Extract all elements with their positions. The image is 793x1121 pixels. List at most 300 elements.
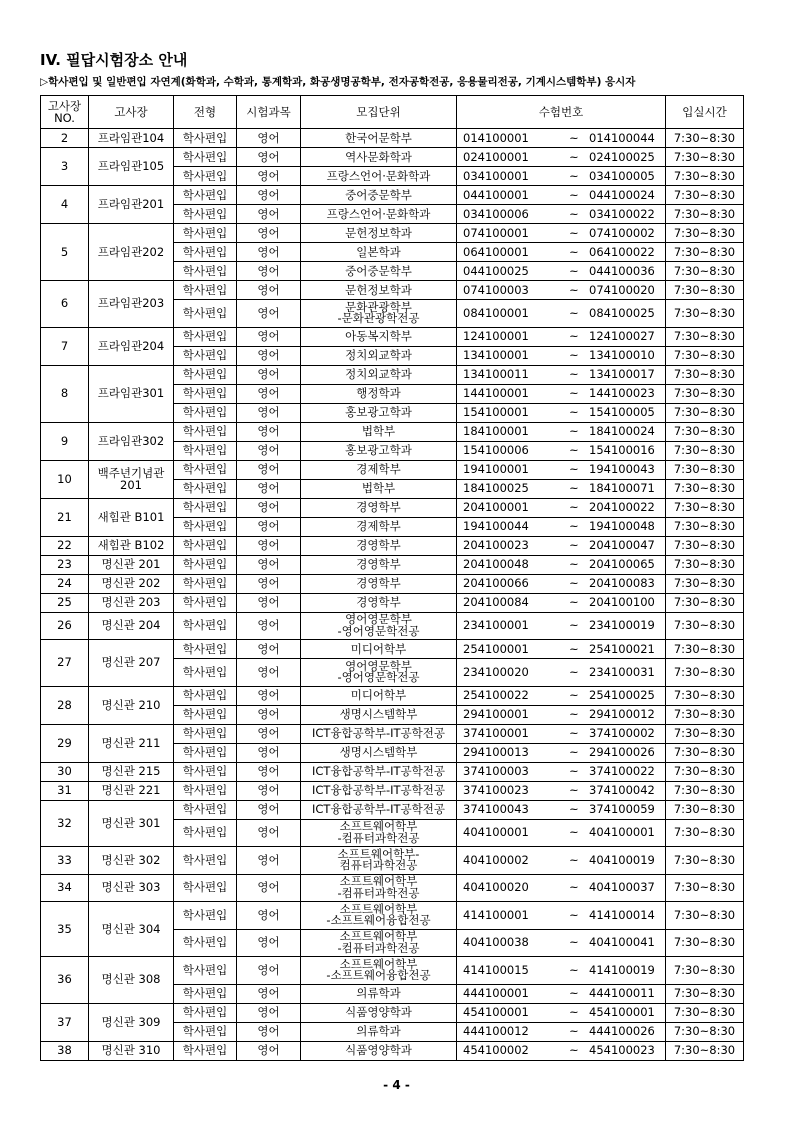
exam-room-no: 6 xyxy=(41,281,89,328)
entry-time: 7:30~8:30 xyxy=(666,167,744,186)
entry-time: 7:30~8:30 xyxy=(666,129,744,148)
exam-room-name: 새힘관 B102 xyxy=(89,536,174,555)
exam-number-range xyxy=(457,705,666,724)
admission-type: 학사편입 xyxy=(174,498,237,517)
exam-room-no: 31 xyxy=(41,781,89,800)
recruitment-unit: 소프트웨어학부 -소프트웨어융합전공 xyxy=(301,902,457,930)
exam-number-to: 134100017 xyxy=(589,367,655,381)
entry-time: 7:30~8:30 xyxy=(666,536,744,555)
exam-number-from: 194100044 xyxy=(463,519,529,533)
exam-number-separator: ~ xyxy=(569,481,579,495)
exam-number-separator: ~ xyxy=(569,935,579,950)
entry-time: 7:30~8:30 xyxy=(666,365,744,384)
exam-number-separator: ~ xyxy=(569,764,579,778)
exam-number-to: 204100065 xyxy=(589,557,655,571)
exam-number-from: 014100001 xyxy=(463,130,529,145)
header-admission-type: 전형 xyxy=(174,96,237,129)
exam-number-range xyxy=(457,781,666,800)
entry-time: 7:30~8:30 xyxy=(666,743,744,762)
exam-room-name: 프라임관301 xyxy=(89,365,174,422)
exam-number-from: 294100013 xyxy=(463,745,529,759)
exam-number-range xyxy=(457,640,666,659)
entry-time: 7:30~8:30 xyxy=(666,1041,744,1060)
exam-room-name: 프라임관202 xyxy=(89,224,174,281)
recruitment-unit: 소프트웨어학부 -컴퓨터과학전공 xyxy=(301,819,457,847)
header-row xyxy=(41,96,744,129)
exam-number-from: 294100001 xyxy=(463,707,529,721)
exam-room-no: 27 xyxy=(41,640,89,687)
exam-room-name: 새힘관 B101 xyxy=(89,498,174,536)
page-number: - 4 - xyxy=(383,1078,410,1092)
admission-type: 학사편입 xyxy=(174,929,237,957)
exam-number-separator: ~ xyxy=(569,206,579,221)
exam-room-no: 4 xyxy=(41,186,89,224)
exam-room-no: 3 xyxy=(41,148,89,186)
recruitment-unit: 식품영양학과 xyxy=(301,1003,457,1022)
exam-number-to: 034100022 xyxy=(589,206,655,221)
exam-number-to: 404100001 xyxy=(589,825,655,840)
entry-time: 7:30~8:30 xyxy=(666,346,744,365)
admission-type: 학사편입 xyxy=(174,874,237,902)
admission-type: 학사편입 xyxy=(174,800,237,819)
recruitment-unit: 홍보광고학과 xyxy=(301,403,457,422)
exam-number-from: 444100012 xyxy=(463,1024,529,1038)
admission-type: 학사편입 xyxy=(174,167,237,186)
exam-number-range xyxy=(457,186,666,205)
exam-location-table xyxy=(40,95,744,1061)
table-row xyxy=(41,686,744,705)
table-row xyxy=(41,800,744,819)
recruitment-unit: 의류학과 xyxy=(301,984,457,1003)
admission-type: 학사편입 xyxy=(174,705,237,724)
admission-type: 학사편입 xyxy=(174,743,237,762)
exam-subject: 영어 xyxy=(237,902,301,930)
exam-number-from: 374100023 xyxy=(463,783,529,797)
header-exam-number: 수험번호 xyxy=(457,96,666,129)
admission-type: 학사편입 xyxy=(174,902,237,930)
exam-room-name: 프라임관204 xyxy=(89,327,174,365)
recruitment-unit: 영어영문학부 -영어영문학전공 xyxy=(301,659,457,687)
exam-subject: 영어 xyxy=(237,762,301,781)
exam-number-range xyxy=(457,403,666,422)
exam-number-separator: ~ xyxy=(569,282,579,297)
entry-time: 7:30~8:30 xyxy=(666,281,744,300)
exam-room-name: 명신관 302 xyxy=(89,847,174,875)
exam-number-separator: ~ xyxy=(569,443,579,457)
exam-subject: 영어 xyxy=(237,300,301,328)
admission-type: 학사편입 xyxy=(174,593,237,612)
exam-number-separator: ~ xyxy=(569,783,579,797)
exam-number-from: 074100001 xyxy=(463,225,529,240)
recruitment-unit: 소프트웨어학부 -소프트웨어융합전공 xyxy=(301,957,457,985)
exam-number-separator: ~ xyxy=(569,1024,579,1038)
exam-subject: 영어 xyxy=(237,819,301,847)
exam-subject: 영어 xyxy=(237,327,301,346)
exam-number-separator: ~ xyxy=(569,405,579,419)
admission-type: 학사편입 xyxy=(174,300,237,328)
exam-number-separator: ~ xyxy=(569,500,579,514)
exam-number-separator: ~ xyxy=(569,348,579,362)
exam-subject: 영어 xyxy=(237,384,301,403)
exam-number-to: 154100005 xyxy=(589,405,655,419)
exam-number-range xyxy=(457,300,666,328)
exam-number-separator: ~ xyxy=(569,462,579,476)
exam-number-range xyxy=(457,148,666,167)
exam-number-to: 414100019 xyxy=(589,962,655,977)
exam-number-range xyxy=(457,262,666,281)
table-row xyxy=(41,460,744,479)
entry-time: 7:30~8:30 xyxy=(666,847,744,875)
exam-number-range xyxy=(457,224,666,243)
exam-subject: 영어 xyxy=(237,281,301,300)
entry-time: 7:30~8:30 xyxy=(666,957,744,985)
exam-number-separator: ~ xyxy=(569,880,579,895)
exam-number-separator: ~ xyxy=(569,130,579,145)
entry-time: 7:30~8:30 xyxy=(666,593,744,612)
admission-type: 학사편입 xyxy=(174,957,237,985)
header-recruitment-unit: 모집단위 xyxy=(301,96,457,129)
exam-number-range xyxy=(457,441,666,460)
recruitment-unit: 식품영양학과 xyxy=(301,1041,457,1060)
exam-number-range xyxy=(457,819,666,847)
exam-number-to: 234100019 xyxy=(589,618,655,633)
table-row xyxy=(41,129,744,148)
exam-number-range xyxy=(457,659,666,687)
header-entry-time: 입실시간 xyxy=(666,96,744,129)
recruitment-unit: ICT융합공학부-IT공학전공 xyxy=(301,800,457,819)
section-title: IV. 필답시험장소 안내 xyxy=(40,51,188,69)
table-row xyxy=(41,224,744,243)
exam-number-separator: ~ xyxy=(569,168,579,183)
table-row xyxy=(41,536,744,555)
exam-number-from: 254100001 xyxy=(463,641,529,656)
exam-number-from: 134100011 xyxy=(463,367,529,381)
exam-room-no: 30 xyxy=(41,762,89,781)
exam-subject: 영어 xyxy=(237,659,301,687)
exam-number-from: 204100001 xyxy=(463,500,529,514)
exam-number-to: 404100041 xyxy=(589,935,655,950)
exam-subject: 영어 xyxy=(237,205,301,224)
exam-room-no: 34 xyxy=(41,874,89,902)
exam-room-no: 5 xyxy=(41,224,89,281)
exam-subject: 영어 xyxy=(237,403,301,422)
exam-number-separator: ~ xyxy=(569,618,579,633)
exam-room-name: 명신관 207 xyxy=(89,640,174,687)
exam-room-no: 22 xyxy=(41,536,89,555)
exam-subject: 영어 xyxy=(237,1041,301,1060)
entry-time: 7:30~8:30 xyxy=(666,705,744,724)
exam-number-separator: ~ xyxy=(569,1005,579,1019)
exam-room-name: 명신관 301 xyxy=(89,800,174,847)
table-row xyxy=(41,847,744,875)
exam-number-to: 134100010 xyxy=(589,348,655,362)
exam-number-to: 044100036 xyxy=(589,263,655,278)
admission-type: 학사편입 xyxy=(174,819,237,847)
admission-type: 학사편입 xyxy=(174,762,237,781)
exam-number-range xyxy=(457,281,666,300)
exam-room-no: 9 xyxy=(41,422,89,460)
exam-number-from: 404100020 xyxy=(463,880,529,895)
recruitment-unit: 프랑스언어·문화학과 xyxy=(301,205,457,224)
admission-type: 학사편입 xyxy=(174,686,237,705)
exam-room-no: 7 xyxy=(41,327,89,365)
exam-subject: 영어 xyxy=(237,781,301,800)
exam-room-name: 프라임관104 xyxy=(89,129,174,148)
exam-number-separator: ~ xyxy=(569,688,579,702)
exam-room-no: 10 xyxy=(41,460,89,498)
exam-number-range xyxy=(457,724,666,743)
exam-number-from: 454100001 xyxy=(463,1005,529,1019)
exam-number-separator: ~ xyxy=(569,225,579,240)
exam-number-range xyxy=(457,460,666,479)
exam-number-to: 184100024 xyxy=(589,424,655,438)
exam-subject: 영어 xyxy=(237,847,301,875)
entry-time: 7:30~8:30 xyxy=(666,574,744,593)
exam-number-separator: ~ xyxy=(569,576,579,590)
exam-number-range xyxy=(457,555,666,574)
admission-type: 학사편입 xyxy=(174,403,237,422)
table-body xyxy=(41,129,744,1061)
exam-number-separator: ~ xyxy=(569,707,579,721)
admission-type: 학사편입 xyxy=(174,574,237,593)
exam-number-from: 184100001 xyxy=(463,424,529,438)
table-row xyxy=(41,724,744,743)
exam-room-name: 명신관 303 xyxy=(89,874,174,902)
exam-number-range xyxy=(457,1003,666,1022)
exam-number-to: 204100100 xyxy=(589,595,655,609)
exam-number-from: 144100001 xyxy=(463,386,529,400)
table-row xyxy=(41,148,744,167)
exam-number-range xyxy=(457,205,666,224)
exam-number-to: 294100026 xyxy=(589,745,655,759)
entry-time: 7:30~8:30 xyxy=(666,327,744,346)
exam-subject: 영어 xyxy=(237,724,301,743)
exam-number-from: 374100043 xyxy=(463,802,529,816)
admission-type: 학사편입 xyxy=(174,984,237,1003)
exam-subject: 영어 xyxy=(237,686,301,705)
exam-number-to: 194100043 xyxy=(589,462,655,476)
admission-type: 학사편입 xyxy=(174,1022,237,1041)
exam-number-from: 404100038 xyxy=(463,935,529,950)
exam-subject: 영어 xyxy=(237,574,301,593)
table-row xyxy=(41,574,744,593)
entry-time: 7:30~8:30 xyxy=(666,819,744,847)
exam-number-from: 254100022 xyxy=(463,688,529,702)
exam-number-from: 204100048 xyxy=(463,557,529,571)
entry-time: 7:30~8:30 xyxy=(666,517,744,536)
exam-subject: 영어 xyxy=(237,148,301,167)
exam-subject: 영어 xyxy=(237,479,301,498)
recruitment-unit: 영어영문학부 -영어영문학전공 xyxy=(301,612,457,640)
recruitment-unit: ICT융합공학부-IT공학전공 xyxy=(301,762,457,781)
exam-number-from: 204100084 xyxy=(463,595,529,609)
exam-number-range xyxy=(457,1022,666,1041)
exam-number-from: 404100002 xyxy=(463,852,529,867)
table-row xyxy=(41,762,744,781)
exam-number-separator: ~ xyxy=(569,986,579,1000)
exam-subject: 영어 xyxy=(237,612,301,640)
admission-type: 학사편입 xyxy=(174,659,237,687)
exam-number-range xyxy=(457,346,666,365)
exam-number-from: 444100001 xyxy=(463,986,529,1000)
recruitment-unit: ICT융합공학부-IT공학전공 xyxy=(301,781,457,800)
recruitment-unit: 미디어학부 xyxy=(301,686,457,705)
table-row xyxy=(41,1003,744,1022)
table-row xyxy=(41,640,744,659)
exam-number-to: 144100023 xyxy=(589,386,655,400)
admission-type: 학사편입 xyxy=(174,479,237,498)
exam-number-from: 234100020 xyxy=(463,664,529,679)
exam-number-to: 074100002 xyxy=(589,225,655,240)
recruitment-unit: 경영학부 xyxy=(301,574,457,593)
exam-room-name: 명신관 308 xyxy=(89,957,174,1004)
exam-subject: 영어 xyxy=(237,243,301,262)
exam-number-to: 404100037 xyxy=(589,880,655,895)
exam-number-separator: ~ xyxy=(569,595,579,609)
exam-number-to: 204100047 xyxy=(589,538,655,552)
recruitment-unit: 프랑스언어·문화학과 xyxy=(301,167,457,186)
recruitment-unit: 경영학부 xyxy=(301,555,457,574)
exam-number-separator: ~ xyxy=(569,641,579,656)
table-header xyxy=(41,96,744,129)
exam-subject: 영어 xyxy=(237,129,301,148)
exam-room-no: 32 xyxy=(41,800,89,847)
admission-type: 학사편입 xyxy=(174,205,237,224)
exam-number-to: 414100014 xyxy=(589,907,655,922)
exam-number-to: 204100083 xyxy=(589,576,655,590)
exam-room-name: 명신관 309 xyxy=(89,1003,174,1041)
recruitment-unit: 중어중문학부 xyxy=(301,186,457,205)
exam-number-to: 154100016 xyxy=(589,443,655,457)
entry-time: 7:30~8:30 xyxy=(666,224,744,243)
exam-number-to: 254100025 xyxy=(589,688,655,702)
exam-subject: 영어 xyxy=(237,422,301,441)
entry-time: 7:30~8:30 xyxy=(666,1022,744,1041)
exam-number-range xyxy=(457,800,666,819)
exam-room-no: 8 xyxy=(41,365,89,422)
exam-subject: 영어 xyxy=(237,555,301,574)
exam-number-separator: ~ xyxy=(569,1043,579,1057)
exam-room-no: 24 xyxy=(41,574,89,593)
exam-number-separator: ~ xyxy=(569,664,579,679)
admission-type: 학사편입 xyxy=(174,517,237,536)
exam-subject: 영어 xyxy=(237,346,301,365)
table-row xyxy=(41,1041,744,1060)
entry-time: 7:30~8:30 xyxy=(666,498,744,517)
exam-number-separator: ~ xyxy=(569,386,579,400)
recruitment-unit: 생명시스템학부 xyxy=(301,705,457,724)
exam-subject: 영어 xyxy=(237,1003,301,1022)
exam-number-range xyxy=(457,167,666,186)
table-row xyxy=(41,327,744,346)
table-row xyxy=(41,957,744,985)
exam-number-from: 204100066 xyxy=(463,576,529,590)
admission-type: 학사편입 xyxy=(174,384,237,403)
exam-number-to: 084100025 xyxy=(589,305,655,320)
exam-room-no: 25 xyxy=(41,593,89,612)
entry-time: 7:30~8:30 xyxy=(666,300,744,328)
entry-time: 7:30~8:30 xyxy=(666,686,744,705)
exam-room-no: 26 xyxy=(41,612,89,640)
exam-subject: 영어 xyxy=(237,536,301,555)
entry-time: 7:30~8:30 xyxy=(666,186,744,205)
admission-type: 학사편입 xyxy=(174,224,237,243)
recruitment-unit: 법학부 xyxy=(301,422,457,441)
entry-time: 7:30~8:30 xyxy=(666,555,744,574)
exam-number-range xyxy=(457,743,666,762)
exam-subject: 영어 xyxy=(237,224,301,243)
admission-type: 학사편입 xyxy=(174,1003,237,1022)
recruitment-unit: 소프트웨어학부 -컴퓨터과학전공 xyxy=(301,929,457,957)
exam-subject: 영어 xyxy=(237,593,301,612)
exam-number-separator: ~ xyxy=(569,557,579,571)
header-exam-subject: 시험과목 xyxy=(237,96,301,129)
entry-time: 7:30~8:30 xyxy=(666,874,744,902)
exam-number-separator: ~ xyxy=(569,538,579,552)
recruitment-unit: 경영학부 xyxy=(301,593,457,612)
exam-room-name: 명신관 210 xyxy=(89,686,174,724)
exam-number-separator: ~ xyxy=(569,825,579,840)
recruitment-unit: 문헌정보학과 xyxy=(301,224,457,243)
exam-number-range xyxy=(457,686,666,705)
exam-number-range xyxy=(457,327,666,346)
admission-type: 학사편입 xyxy=(174,847,237,875)
exam-number-separator: ~ xyxy=(569,367,579,381)
exam-room-no: 28 xyxy=(41,686,89,724)
table-row xyxy=(41,902,744,930)
admission-type: 학사편입 xyxy=(174,327,237,346)
admission-type: 학사편입 xyxy=(174,612,237,640)
exam-number-from: 204100023 xyxy=(463,538,529,552)
exam-number-to: 254100021 xyxy=(589,641,655,656)
exam-number-separator: ~ xyxy=(569,745,579,759)
exam-subject: 영어 xyxy=(237,800,301,819)
admission-type: 학사편입 xyxy=(174,422,237,441)
admission-type: 학사편입 xyxy=(174,243,237,262)
exam-number-from: 034100001 xyxy=(463,168,529,183)
exam-number-to: 074100020 xyxy=(589,282,655,297)
header-room: 고사장 xyxy=(89,96,174,129)
table-row xyxy=(41,498,744,517)
exam-number-range xyxy=(457,479,666,498)
exam-room-no: 21 xyxy=(41,498,89,536)
exam-subject: 영어 xyxy=(237,874,301,902)
exam-number-to: 374100022 xyxy=(589,764,655,778)
exam-room-no: 23 xyxy=(41,555,89,574)
recruitment-unit: 생명시스템학부 xyxy=(301,743,457,762)
recruitment-unit: 의류학과 xyxy=(301,1022,457,1041)
entry-time: 7:30~8:30 xyxy=(666,422,744,441)
admission-type: 학사편입 xyxy=(174,148,237,167)
admission-type: 학사편입 xyxy=(174,460,237,479)
exam-number-separator: ~ xyxy=(569,802,579,816)
exam-number-from: 084100001 xyxy=(463,305,529,320)
admission-type: 학사편입 xyxy=(174,262,237,281)
exam-number-separator: ~ xyxy=(569,726,579,740)
exam-number-to: 404100019 xyxy=(589,852,655,867)
recruitment-unit: 정치외교학과 xyxy=(301,346,457,365)
exam-subject: 영어 xyxy=(237,957,301,985)
exam-number-range xyxy=(457,384,666,403)
table-row xyxy=(41,281,744,300)
exam-number-to: 444100011 xyxy=(589,986,655,1000)
exam-subject: 영어 xyxy=(237,984,301,1003)
exam-number-range xyxy=(457,129,666,148)
exam-room-name: 명신관 221 xyxy=(89,781,174,800)
exam-number-from: 374100003 xyxy=(463,764,529,778)
entry-time: 7:30~8:30 xyxy=(666,205,744,224)
admission-type: 학사편입 xyxy=(174,129,237,148)
